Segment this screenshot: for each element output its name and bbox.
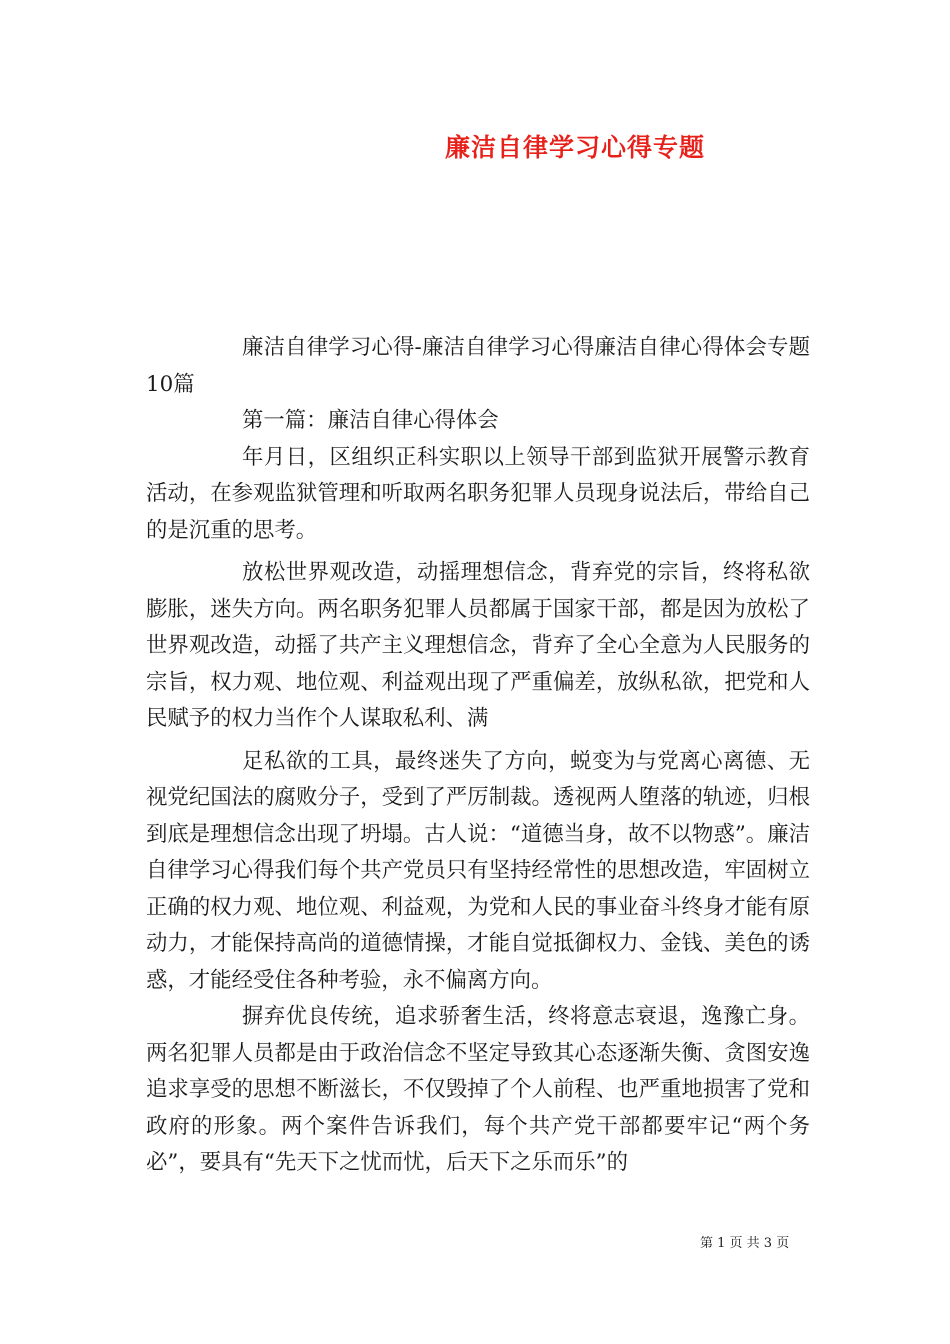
section-heading-paragraph: 第一篇：廉洁自律心得体会 <box>242 408 499 433</box>
document-body <box>146 330 810 1182</box>
body-paragraph-4: 摒弃优良传统，追求骄奢生活，终将意志衰退，逸豫亡身。两名犯罪人员都是由于政治信念不坚定导致其心态逐渐失衡、贪图安逸追求享受的思想不断滋长，不仅毁掉了个人前程、也严重地损害了党和政府的形象。两个案件告诉我们，每个共产党干部都要牢记“两个务必”，要具有“先天下之忧而忧，后天下之乐而乐”的 <box>146 1004 810 1175</box>
body-paragraph-1: 年月日，区组织正科实职以上领导干部到监狱开展警示教育活动，在参观监狱管理和听取两名职务犯罪人员现身说法后，带给自己的是沉重的思考。 <box>146 444 810 543</box>
page-footer: 第 1 页 共 3 页 <box>700 1236 790 1251</box>
body-paragraph-2: 放松世界观改造，动摇理想信念，背弃党的宗旨，终将私欲膨胀，迷失方向。两名职务犯罪人员都属于国家干部，都是因为放松了世界观改造，动摇了共产主义理想信念，背弃了全心全意为人民服务的宗旨，权力观、地位观、利益观出现了严重偏差，放纵私欲，把党和人民赋予的权力当作个人谋取私利、满 <box>146 560 810 731</box>
document-title: 廉洁自律学习心得专题 <box>444 133 705 162</box>
body-paragraph-3: 足私欲的工具，最终迷失了方向，蜕变为与党离心离德、无视党纪国法的腐败分子，受到了严厉制裁。透视两人堕落的轨迹，归根到底是理想信念出现了坍塌。古人说：“道德当身，故不以物惑”。廉洁自律学习心得我们每个共产党员只有坚持经常性的思想改造，牢固树立正确的权力观、地位观、利益观，为党和人民的事业奋斗终身才能有原动力，才能保持高尚的道德情操，才能自觉抵御权力、金钱、美色的诱惑，才能经受住各种考验，永不偏离方向。 <box>146 748 810 993</box>
document-subtitle-paragraph: 廉洁自律学习心得-廉洁自律学习心得廉洁自律心得体会专题10篇 <box>146 335 810 397</box>
